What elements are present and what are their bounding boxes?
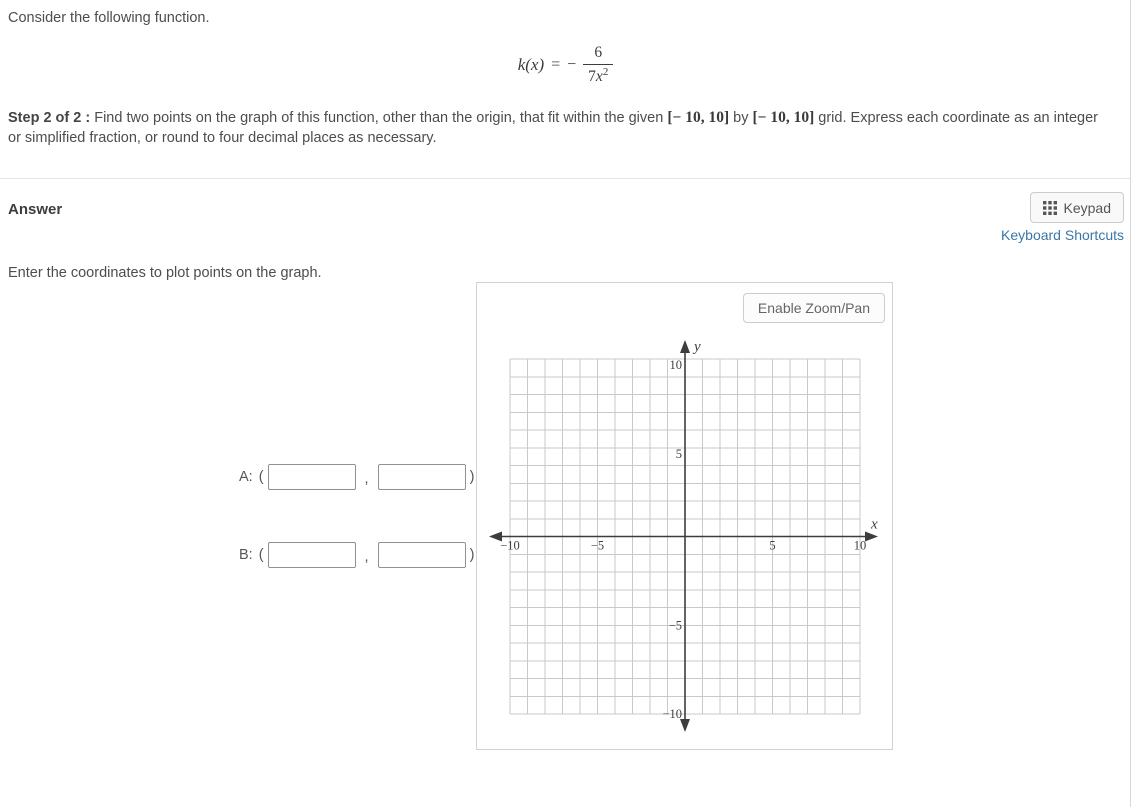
svg-text:10: 10 <box>669 358 682 372</box>
minus-sign: − <box>567 56 577 74</box>
point-a-x-input[interactable] <box>268 464 356 490</box>
fraction <box>583 44 613 86</box>
keyboard-shortcuts-link[interactable]: Keyboard Shortcuts <box>1001 227 1124 243</box>
svg-text:−5: −5 <box>668 618 682 633</box>
fraction-numerator: 6 <box>594 44 603 61</box>
denominator-variable: x <box>595 68 603 86</box>
enable-zoom-pan-button[interactable]: Enable Zoom/Pan <box>743 293 885 323</box>
graph-canvas[interactable] <box>477 331 892 751</box>
point-b-close-paren: ) <box>469 547 475 563</box>
step-instructions <box>8 108 1100 148</box>
svg-text:−10: −10 <box>500 538 520 553</box>
svg-text:y: y <box>694 339 701 355</box>
step-text-1: Find two points on the graph of this function, other than the origin, that fit within the given <box>90 110 668 126</box>
function-formula <box>0 44 1131 86</box>
denominator-coefficient: 7 <box>588 68 596 86</box>
keypad-button-label: Keypad <box>1063 199 1111 216</box>
point-a-label: A: <box>239 469 253 485</box>
point-a-y-input[interactable] <box>378 464 466 490</box>
denominator-exponent: 2 <box>602 66 609 78</box>
point-b-label: B: <box>239 547 253 563</box>
svg-text:−10: −10 <box>662 707 682 721</box>
page-right-divider <box>1130 0 1131 807</box>
function-name: k(x) <box>517 55 545 75</box>
svg-text:x: x <box>871 516 878 533</box>
point-a-close-paren: ) <box>469 469 475 485</box>
step-text-2: by <box>729 110 753 126</box>
fraction-denominator <box>583 64 613 86</box>
keypad-button[interactable] <box>1030 192 1124 223</box>
svg-text:10: 10 <box>853 538 867 553</box>
point-a-row <box>239 464 474 490</box>
svg-text:5: 5 <box>675 446 682 461</box>
section-divider <box>0 178 1131 179</box>
step-range-1: [− 10, 10] <box>667 109 730 126</box>
point-a-comma: , <box>364 471 369 487</box>
coordinates-instruction: Enter the coordinates to plot points on the graph. <box>8 265 322 281</box>
svg-text:−5: −5 <box>590 538 605 553</box>
point-b-comma: , <box>364 549 369 565</box>
answer-heading: Answer <box>8 201 63 218</box>
step-text-3: grid. Express each coordinate as an integer or simplified fraction, or round to four decimal places as necessary. <box>8 110 1098 146</box>
svg-text:5: 5 <box>769 538 776 553</box>
point-a-open-paren: ( <box>258 469 264 485</box>
equals-sign: = <box>551 56 561 74</box>
intro-text: Consider the following function. <box>8 10 210 26</box>
point-b-row <box>239 542 474 568</box>
point-b-x-input[interactable] <box>268 542 356 568</box>
point-b-open-paren: ( <box>258 547 264 563</box>
step-range-2: [− 10, 10] <box>752 109 815 126</box>
step-label: Step 2 of 2 : <box>8 110 91 126</box>
graph-panel <box>476 282 893 750</box>
point-b-y-input[interactable] <box>378 542 466 568</box>
keypad-icon <box>1043 201 1057 215</box>
